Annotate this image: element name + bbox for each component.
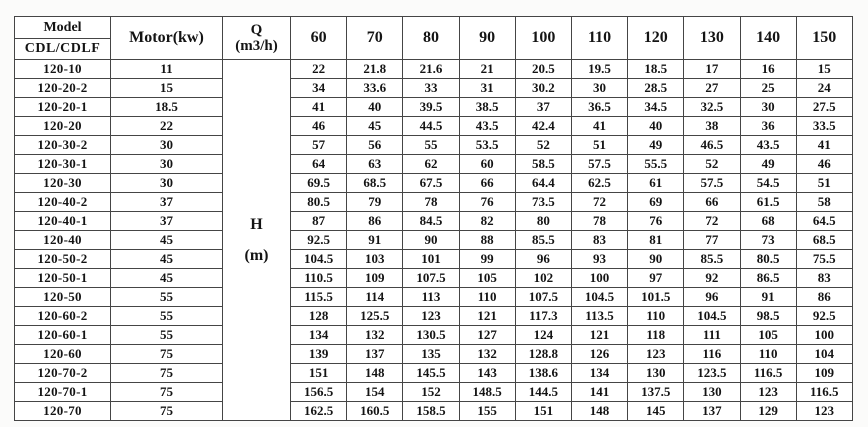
head-unit-cell (223, 60, 291, 421)
head-value-cell: 72 (571, 193, 627, 212)
head-value-cell: 57 (291, 136, 347, 155)
head-value-cell: 49 (628, 136, 684, 155)
head-value-cell: 40 (347, 98, 403, 117)
head-value-cell: 104.5 (571, 288, 627, 307)
h-unit-label: (m) (244, 247, 269, 264)
head-value-cell: 76 (628, 212, 684, 231)
head-value-cell: 151 (291, 364, 347, 383)
motor-power-cell: 75 (111, 402, 223, 421)
head-value-cell: 128.8 (515, 345, 571, 364)
head-value-cell: 34 (291, 79, 347, 98)
head-value-cell: 73.5 (515, 193, 571, 212)
head-value-cell: 113 (403, 288, 459, 307)
motor-power-cell: 55 (111, 326, 223, 345)
head-value-cell: 123 (740, 383, 796, 402)
head-value-cell: 121 (571, 326, 627, 345)
head-value-cell: 117.3 (515, 307, 571, 326)
head-value-cell: 30 (740, 98, 796, 117)
head-value-cell: 33.5 (796, 117, 852, 136)
head-value-cell: 79 (347, 193, 403, 212)
motor-power-cell: 75 (111, 383, 223, 402)
motor-power-cell: 45 (111, 250, 223, 269)
head-value-cell: 58 (796, 193, 852, 212)
head-value-cell: 162.5 (291, 402, 347, 421)
head-value-cell: 20.5 (515, 60, 571, 79)
head-value-cell: 38.5 (459, 98, 515, 117)
head-value-cell: 62 (403, 155, 459, 174)
head-value-cell: 148 (347, 364, 403, 383)
flow-column-header-110: 110 (571, 17, 627, 60)
head-value-cell: 134 (291, 326, 347, 345)
table-header (15, 17, 853, 60)
head-value-cell: 138.6 (515, 364, 571, 383)
head-value-cell: 114 (347, 288, 403, 307)
head-value-cell: 66 (684, 193, 740, 212)
head-value-cell: 132 (347, 326, 403, 345)
head-value-cell: 83 (796, 269, 852, 288)
head-value-cell: 90 (403, 231, 459, 250)
head-value-cell: 21 (459, 60, 515, 79)
head-value-cell: 115.5 (291, 288, 347, 307)
head-value-cell: 46 (291, 117, 347, 136)
head-value-cell: 101.5 (628, 288, 684, 307)
head-value-cell: 75.5 (796, 250, 852, 269)
head-value-cell: 44.5 (403, 117, 459, 136)
head-value-cell: 42.4 (515, 117, 571, 136)
pump-performance-table (14, 16, 853, 421)
head-value-cell: 139 (291, 345, 347, 364)
model-cell: 120-60 (15, 345, 111, 364)
motor-header: Motor(kw) (111, 17, 223, 60)
motor-power-cell: 75 (111, 345, 223, 364)
model-cell: 120-50-1 (15, 269, 111, 288)
motor-power-cell: 11 (111, 60, 223, 79)
head-value-cell: 105 (740, 326, 796, 345)
head-value-cell: 62.5 (571, 174, 627, 193)
model-cell: 120-40-1 (15, 212, 111, 231)
head-value-cell: 135 (403, 345, 459, 364)
head-value-cell: 51 (571, 136, 627, 155)
flow-column-header-140: 140 (740, 17, 796, 60)
motor-power-cell: 30 (111, 136, 223, 155)
model-cell: 120-50 (15, 288, 111, 307)
table-row (15, 60, 853, 79)
head-value-cell: 160.5 (347, 402, 403, 421)
head-value-cell: 154 (347, 383, 403, 402)
head-value-cell: 30.2 (515, 79, 571, 98)
model-cell: 120-20-2 (15, 79, 111, 98)
head-value-cell: 105 (459, 269, 515, 288)
head-value-cell: 97 (628, 269, 684, 288)
head-value-cell: 127 (459, 326, 515, 345)
head-value-cell: 61 (628, 174, 684, 193)
head-value-cell: 90 (628, 250, 684, 269)
table-row (15, 136, 853, 155)
model-series-header: CDL/CDLF (15, 39, 111, 60)
head-value-cell: 91 (347, 231, 403, 250)
table-row (15, 269, 853, 288)
head-value-cell: 96 (684, 288, 740, 307)
head-value-cell: 28.5 (628, 79, 684, 98)
table-row (15, 117, 853, 136)
flow-column-header-90: 90 (459, 17, 515, 60)
header-row-top (15, 17, 853, 39)
flow-column-header-100: 100 (515, 17, 571, 60)
head-value-cell: 63 (347, 155, 403, 174)
head-value-cell: 130 (628, 364, 684, 383)
flow-column-header-120: 120 (628, 17, 684, 60)
head-value-cell: 130 (684, 383, 740, 402)
q-label: Q (250, 21, 263, 38)
flow-column-header-130: 130 (684, 17, 740, 60)
head-value-cell: 52 (515, 136, 571, 155)
motor-power-cell: 75 (111, 364, 223, 383)
head-value-cell: 39.5 (403, 98, 459, 117)
table-body (15, 60, 853, 421)
table-row (15, 155, 853, 174)
head-value-cell: 86 (796, 288, 852, 307)
head-value-cell: 21.8 (347, 60, 403, 79)
model-cell: 120-70-2 (15, 364, 111, 383)
head-value-cell: 101 (403, 250, 459, 269)
head-value-cell: 25 (740, 79, 796, 98)
head-value-cell: 116.5 (796, 383, 852, 402)
head-value-cell: 55 (403, 136, 459, 155)
head-value-cell: 102 (515, 269, 571, 288)
head-value-cell: 134 (571, 364, 627, 383)
head-value-cell: 152 (403, 383, 459, 402)
head-value-cell: 85.5 (515, 231, 571, 250)
head-value-cell: 85.5 (684, 250, 740, 269)
head-value-cell: 72 (684, 212, 740, 231)
head-value-cell: 45 (347, 117, 403, 136)
head-value-cell: 100 (796, 326, 852, 345)
head-value-cell: 56 (347, 136, 403, 155)
q-unit-label: (m3/h) (235, 38, 278, 54)
head-value-cell: 110.5 (291, 269, 347, 288)
head-value-cell: 132 (459, 345, 515, 364)
head-value-cell: 43.5 (459, 117, 515, 136)
head-value-cell: 43.5 (740, 136, 796, 155)
head-value-cell: 53.5 (459, 136, 515, 155)
head-value-cell: 80 (515, 212, 571, 231)
head-value-cell: 80.5 (740, 250, 796, 269)
motor-power-cell: 15 (111, 79, 223, 98)
motor-power-cell: 30 (111, 174, 223, 193)
head-value-cell: 19.5 (571, 60, 627, 79)
head-value-cell: 86.5 (740, 269, 796, 288)
table-row (15, 79, 853, 98)
model-cell: 120-70 (15, 402, 111, 421)
motor-power-cell: 55 (111, 288, 223, 307)
model-cell: 120-50-2 (15, 250, 111, 269)
head-value-cell: 128 (291, 307, 347, 326)
head-value-cell: 80.5 (291, 193, 347, 212)
table-row (15, 231, 853, 250)
head-value-cell: 46.5 (684, 136, 740, 155)
head-value-cell: 110 (740, 345, 796, 364)
table-row (15, 174, 853, 193)
head-value-cell: 116 (684, 345, 740, 364)
table-row (15, 250, 853, 269)
head-value-cell: 64.4 (515, 174, 571, 193)
head-value-cell: 148 (571, 402, 627, 421)
head-value-cell: 116.5 (740, 364, 796, 383)
head-value-cell: 31 (459, 79, 515, 98)
head-value-cell: 145 (628, 402, 684, 421)
model-cell: 120-60-1 (15, 326, 111, 345)
head-value-cell: 141 (571, 383, 627, 402)
head-value-cell: 88 (459, 231, 515, 250)
head-value-cell: 123 (403, 307, 459, 326)
head-value-cell: 129 (740, 402, 796, 421)
flow-column-header-150: 150 (796, 17, 852, 60)
head-value-cell: 58.5 (515, 155, 571, 174)
motor-power-cell: 22 (111, 117, 223, 136)
model-cell: 120-40 (15, 231, 111, 250)
head-value-cell: 38 (684, 117, 740, 136)
table-row (15, 212, 853, 231)
head-value-cell: 68.5 (347, 174, 403, 193)
head-value-cell: 123.5 (684, 364, 740, 383)
head-value-cell: 78 (403, 193, 459, 212)
head-value-cell: 36.5 (571, 98, 627, 117)
head-value-cell: 33 (403, 79, 459, 98)
head-value-cell: 104.5 (684, 307, 740, 326)
head-value-cell: 17 (684, 60, 740, 79)
head-value-cell: 41 (291, 98, 347, 117)
table-row (15, 364, 853, 383)
head-value-cell: 49 (740, 155, 796, 174)
head-value-cell: 46 (796, 155, 852, 174)
head-value-cell: 93 (571, 250, 627, 269)
head-value-cell: 125.5 (347, 307, 403, 326)
head-value-cell: 104.5 (291, 250, 347, 269)
motor-power-cell: 37 (111, 212, 223, 231)
head-value-cell: 69 (628, 193, 684, 212)
head-value-cell: 107.5 (515, 288, 571, 307)
model-cell: 120-30-1 (15, 155, 111, 174)
head-value-cell: 100 (571, 269, 627, 288)
motor-power-cell: 55 (111, 307, 223, 326)
model-header: Model (15, 17, 111, 39)
head-value-cell: 77 (684, 231, 740, 250)
motor-power-cell: 37 (111, 193, 223, 212)
head-value-cell: 41 (571, 117, 627, 136)
head-value-cell: 87 (291, 212, 347, 231)
head-value-cell: 41 (796, 136, 852, 155)
head-value-cell: 145.5 (403, 364, 459, 383)
head-value-cell: 27.5 (796, 98, 852, 117)
head-value-cell: 30 (571, 79, 627, 98)
head-value-cell: 18.5 (628, 60, 684, 79)
table-row (15, 98, 853, 117)
head-value-cell: 109 (796, 364, 852, 383)
head-value-cell: 91 (740, 288, 796, 307)
flow-column-header-60: 60 (291, 17, 347, 60)
head-value-cell: 123 (628, 345, 684, 364)
head-value-cell: 110 (459, 288, 515, 307)
head-value-cell: 81 (628, 231, 684, 250)
head-value-cell: 83 (571, 231, 627, 250)
head-value-cell: 68 (740, 212, 796, 231)
head-value-cell: 86 (347, 212, 403, 231)
head-value-cell: 60 (459, 155, 515, 174)
head-value-cell: 98.5 (740, 307, 796, 326)
head-value-cell: 137 (347, 345, 403, 364)
model-cell: 120-20-1 (15, 98, 111, 117)
head-value-cell: 16 (740, 60, 796, 79)
head-value-cell: 92.5 (291, 231, 347, 250)
head-value-cell: 107.5 (403, 269, 459, 288)
head-value-cell: 113.5 (571, 307, 627, 326)
model-cell: 120-10 (15, 60, 111, 79)
h-label: H (250, 215, 263, 233)
head-value-cell: 52 (684, 155, 740, 174)
head-value-cell: 32.5 (684, 98, 740, 117)
head-value-cell: 123 (796, 402, 852, 421)
head-value-cell: 96 (515, 250, 571, 269)
flow-q-header (223, 17, 291, 60)
head-value-cell: 137 (684, 402, 740, 421)
head-value-cell: 130.5 (403, 326, 459, 345)
head-value-cell: 92.5 (796, 307, 852, 326)
head-value-cell: 124 (515, 326, 571, 345)
head-value-cell: 51 (796, 174, 852, 193)
head-value-cell: 34.5 (628, 98, 684, 117)
head-value-cell: 37 (515, 98, 571, 117)
model-cell: 120-40-2 (15, 193, 111, 212)
head-value-cell: 104 (796, 345, 852, 364)
head-value-cell: 55.5 (628, 155, 684, 174)
head-value-cell: 73 (740, 231, 796, 250)
head-value-cell: 111 (684, 326, 740, 345)
head-value-cell: 64.5 (796, 212, 852, 231)
model-cell: 120-70-1 (15, 383, 111, 402)
head-value-cell: 151 (515, 402, 571, 421)
head-value-cell: 54.5 (740, 174, 796, 193)
head-value-cell: 57.5 (571, 155, 627, 174)
head-value-cell: 61.5 (740, 193, 796, 212)
head-value-cell: 36 (740, 117, 796, 136)
motor-power-cell: 45 (111, 231, 223, 250)
head-value-cell: 144.5 (515, 383, 571, 402)
head-value-cell: 143 (459, 364, 515, 383)
head-value-cell: 148.5 (459, 383, 515, 402)
head-value-cell: 82 (459, 212, 515, 231)
head-value-cell: 76 (459, 193, 515, 212)
table-row (15, 193, 853, 212)
head-value-cell: 33.6 (347, 79, 403, 98)
table-row (15, 402, 853, 421)
head-value-cell: 78 (571, 212, 627, 231)
head-value-cell: 99 (459, 250, 515, 269)
head-value-cell: 22 (291, 60, 347, 79)
head-value-cell: 103 (347, 250, 403, 269)
head-value-cell: 158.5 (403, 402, 459, 421)
head-value-cell: 92 (684, 269, 740, 288)
head-value-cell: 24 (796, 79, 852, 98)
head-value-cell: 67.5 (403, 174, 459, 193)
flow-column-header-80: 80 (403, 17, 459, 60)
table-row (15, 307, 853, 326)
head-value-cell: 156.5 (291, 383, 347, 402)
table-row (15, 288, 853, 307)
head-value-cell: 137.5 (628, 383, 684, 402)
table-row (15, 326, 853, 345)
table-row (15, 345, 853, 364)
head-value-cell: 109 (347, 269, 403, 288)
head-value-cell: 66 (459, 174, 515, 193)
model-cell: 120-20 (15, 117, 111, 136)
head-value-cell: 126 (571, 345, 627, 364)
head-value-cell: 118 (628, 326, 684, 345)
model-cell: 120-30-2 (15, 136, 111, 155)
head-value-cell: 27 (684, 79, 740, 98)
head-value-cell: 64 (291, 155, 347, 174)
table-row (15, 383, 853, 402)
head-value-cell: 110 (628, 307, 684, 326)
head-value-cell: 15 (796, 60, 852, 79)
head-value-cell: 40 (628, 117, 684, 136)
motor-power-cell: 30 (111, 155, 223, 174)
head-value-cell: 121 (459, 307, 515, 326)
flow-column-header-70: 70 (347, 17, 403, 60)
model-cell: 120-30 (15, 174, 111, 193)
motor-power-cell: 45 (111, 269, 223, 288)
head-value-cell: 69.5 (291, 174, 347, 193)
motor-power-cell: 18.5 (111, 98, 223, 117)
head-value-cell: 57.5 (684, 174, 740, 193)
head-value-cell: 84.5 (403, 212, 459, 231)
head-value-cell: 21.6 (403, 60, 459, 79)
head-value-cell: 68.5 (796, 231, 852, 250)
model-cell: 120-60-2 (15, 307, 111, 326)
head-value-cell: 155 (459, 402, 515, 421)
